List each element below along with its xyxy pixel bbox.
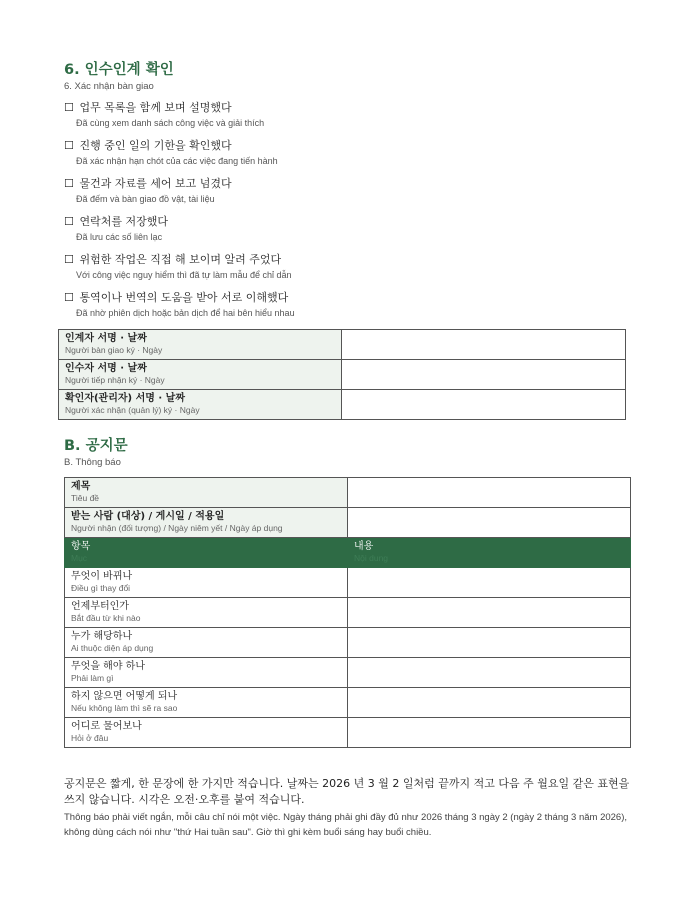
section-6-subtitle: 6. Xác nhận bàn giao [64,81,154,92]
row-label-vi: Bắt đầu từ khi nào [71,613,141,623]
checkbox-icon[interactable]: ☐ [64,101,74,114]
signature-row [59,360,626,390]
row-label-ko: 언제부터인가 [71,601,129,612]
table-row [65,688,631,718]
row-label [65,568,348,598]
checklist-label-vi: Đã nhờ phiên dịch hoặc bản dịch để hai bên hiểu nhau [76,308,295,318]
row-label-ko: 무엇이 바뀌나 [71,571,133,582]
table-row [65,568,631,598]
signature-label-ko: 인계자 서명 · 날짜 [65,333,147,344]
table-row [65,628,631,658]
checklist-label-ko: 통역이나 번역의 도움을 받아 서로 이해했다 [79,291,289,304]
checklist-item [64,253,644,281]
row-content-field[interactable] [348,628,631,658]
column-header-item-ko: 항목 [71,541,91,552]
signature-label-vi: Người bàn giao ký · Ngày [65,345,163,355]
notice-table-header [65,538,631,568]
notice-field-label-ko: 받는 사람 (대상) / 게시일 / 적용일 [71,511,225,522]
notice-field-row [65,508,631,538]
row-content-field[interactable] [348,568,631,598]
notice-field-label-ko: 제목 [71,481,91,492]
signature-label-ko: 확인자(관리자) 서명 · 날짜 [65,393,185,404]
notice-field-input[interactable] [348,478,631,508]
checkbox-icon[interactable]: ☐ [64,139,74,152]
table-row [65,658,631,688]
signature-label [59,390,342,420]
checklist-label-ko: 연락처를 저장했다 [79,215,169,228]
row-label-vi: Điều gì thay đổi [71,583,131,593]
row-label-ko: 어디로 물어보나 [71,721,142,732]
notice-field-label-vi: Tiêu đề [71,493,100,503]
signature-row [59,330,626,360]
column-header-item [65,538,348,568]
signature-table [58,329,626,420]
table-row [65,598,631,628]
row-label [65,658,348,688]
row-label [65,598,348,628]
section-b-title: B. 공지문 [64,438,128,454]
note-korean: 공지문은 짧게, 한 문장에 한 가지만 적습니다. 날짜는 2026 년 3 월 2 일처럼 끝까지 적고 다음 주 월요일 같은 표현을 쓰지 않습니다. 시각은 오전·오후를 붙여 적습니다. [64,777,630,806]
checklist-item [64,177,644,205]
row-label [65,628,348,658]
notice-field-row [65,478,631,508]
checklist-item [64,291,644,319]
row-label-vi: Ai thuộc diện áp dụng [71,643,154,653]
notice-field-label [65,508,348,538]
checklist-label-ko: 진행 중인 일의 기한을 확인했다 [79,139,232,152]
checklist-label-vi: Đã lưu các số liên lạc [76,232,163,242]
checklist-item [64,101,644,129]
checklist-label-ko: 물건과 자료를 세어 보고 넘겼다 [79,177,232,190]
checkbox-icon[interactable]: ☐ [64,253,74,266]
notice-field-input[interactable] [348,508,631,538]
signature-field[interactable] [342,390,626,420]
notice-table [64,477,631,748]
checklist-label-vi: Đã cùng xem danh sách công việc và giải thích [76,118,265,128]
checklist-label-vi: Đã đếm và bàn giao đồ vật, tài liệu [76,194,215,204]
note-vietnamese: Thông báo phải viết ngắn, mỗi câu chỉ nói một việc. Ngày tháng phải ghi đầy đủ như 2026 tháng 3 ngày 2 (ngày 2 tháng 3 năm 2026), không dùng cách nói như "thứ Hai tuần sau". Giờ thì ghi kèm buổi sáng hay buổi chiều. [64,812,628,838]
checkbox-icon[interactable]: ☐ [64,291,74,304]
checklist-label-vi: Với công việc nguy hiểm thì đã tự làm mẫu để chỉ dẫn [76,270,292,280]
checklist-item [64,215,644,243]
row-content-field[interactable] [348,658,631,688]
checkbox-icon[interactable]: ☐ [64,177,74,190]
notice-field-label [65,478,348,508]
signature-label [59,330,342,360]
checklist-item [64,139,644,167]
row-content-field[interactable] [348,718,631,748]
column-header-item-vi: Mục [71,553,88,563]
row-label-vi: Hỏi ở đâu [71,733,109,743]
row-label-ko: 누가 해당하나 [71,631,133,642]
signature-label [59,360,342,390]
column-header-content-ko: 내용 [354,541,374,552]
row-content-field[interactable] [348,688,631,718]
signature-label-vi: Người xác nhận (quản lý) ký · Ngày [65,405,200,415]
signature-row [59,390,626,420]
checklist-label-ko: 위험한 작업은 직접 해 보이며 알려 주었다 [79,253,282,266]
signature-label-ko: 인수자 서명 · 날짜 [65,363,147,374]
column-header-content [348,538,631,568]
signature-field[interactable] [342,330,626,360]
checklist-label-vi: Đã xác nhận hạn chót của các việc đang tiến hành [76,156,278,166]
signature-field[interactable] [342,360,626,390]
row-label-ko: 하지 않으면 어떻게 되나 [71,691,178,702]
row-label [65,718,348,748]
checkbox-icon[interactable]: ☐ [64,215,74,228]
row-label-vi: Nếu không làm thì sẽ ra sao [71,703,178,713]
notice-field-label-vi: Người nhận (đối tượng) / Ngày niêm yết / Ngày áp dụng [71,523,283,533]
row-content-field[interactable] [348,598,631,628]
checklist-label-ko: 업무 목록을 함께 보며 설명했다 [79,101,232,114]
column-header-content-vi: Nội dung [354,553,389,563]
section-6-title: 6. 인수인계 확인 [64,62,174,78]
section-b-subtitle: B. Thông báo [64,457,121,468]
table-row [65,718,631,748]
row-label [65,688,348,718]
row-label-ko: 무엇을 해야 하나 [71,661,145,672]
signature-label-vi: Người tiếp nhận ký · Ngày [65,375,165,385]
row-label-vi: Phải làm gì [71,673,114,683]
